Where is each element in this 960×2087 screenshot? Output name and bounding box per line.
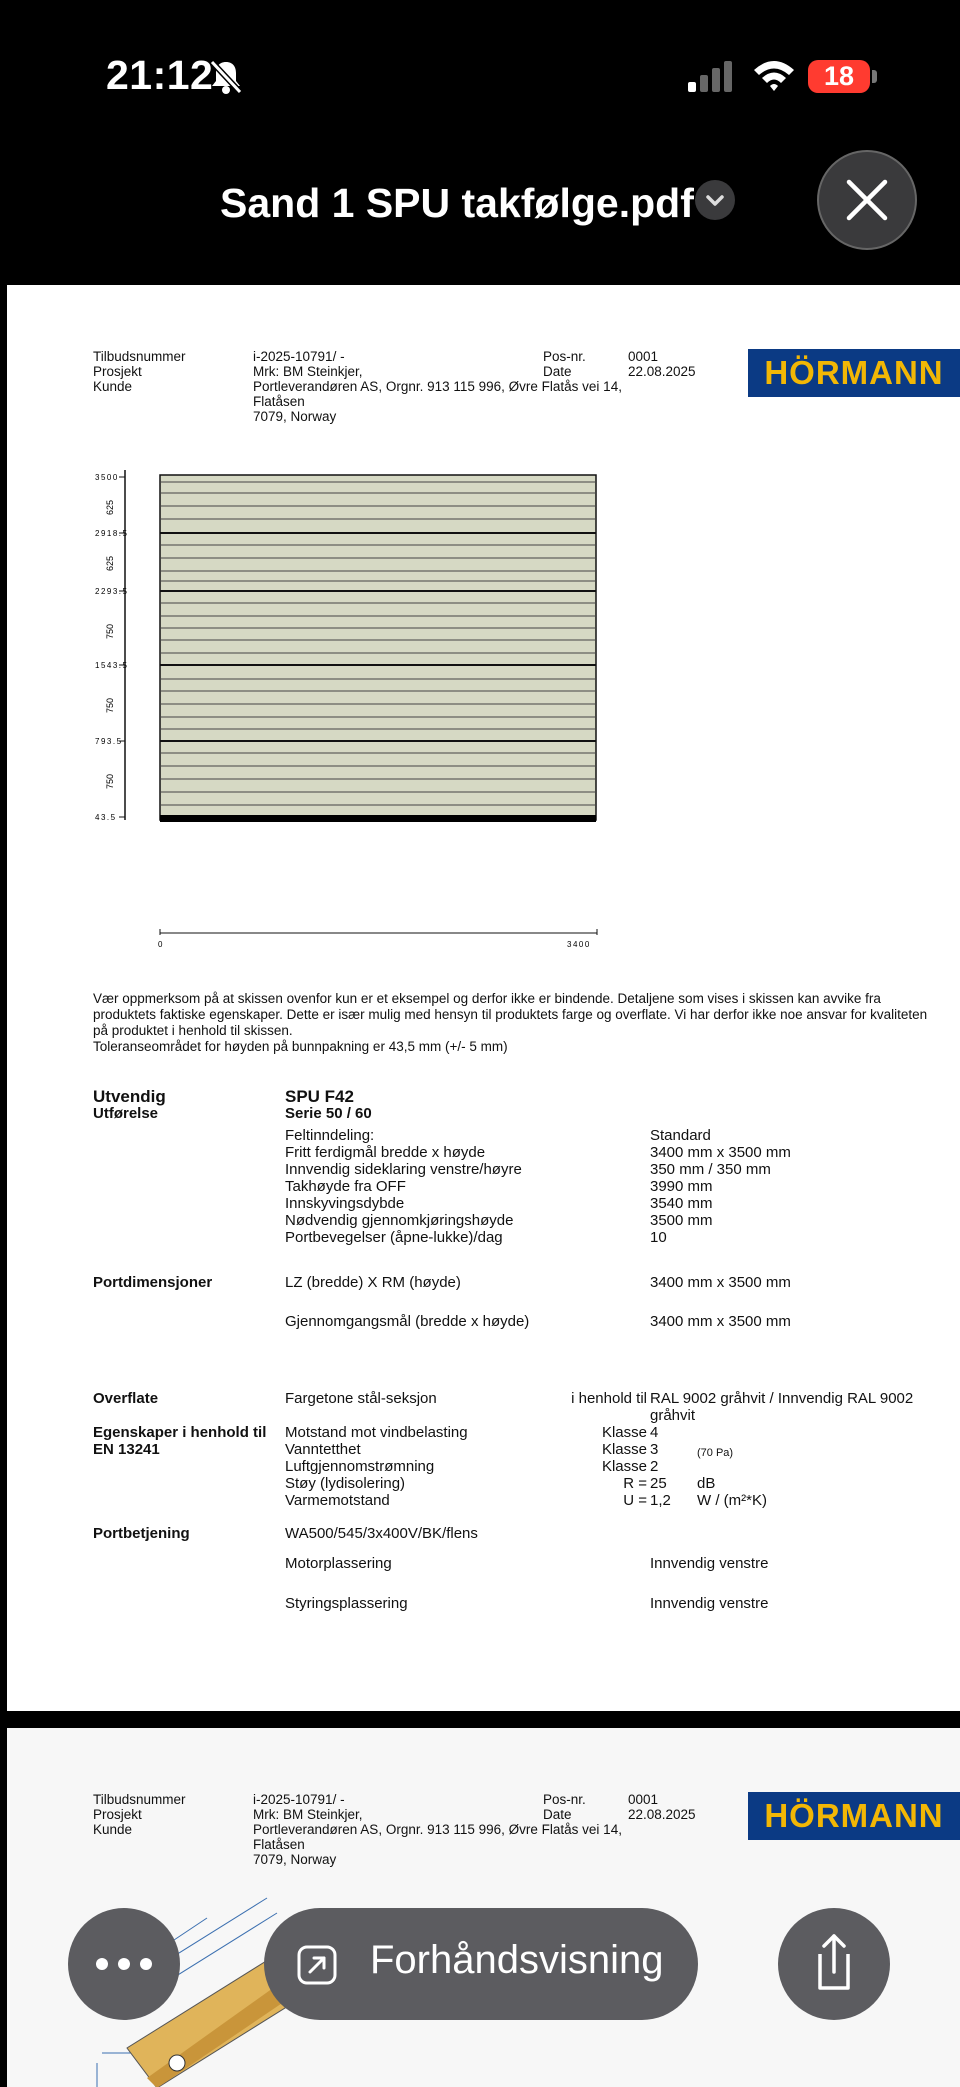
close-icon bbox=[819, 152, 915, 248]
header-label-prosjekt: Prosjekt bbox=[93, 364, 142, 379]
egenskap-value: 2 bbox=[650, 1458, 659, 1475]
overflate-ref: i henhold til bbox=[571, 1390, 647, 1407]
header-value-pos: 0001 bbox=[628, 1792, 659, 1807]
more-options-button[interactable] bbox=[68, 1908, 180, 2020]
header-label-tilbudsnummer: Tilbudsnummer bbox=[93, 349, 186, 364]
utvendig-label: Utvendig bbox=[93, 1087, 166, 1106]
battery-level: 18 bbox=[808, 60, 870, 93]
section-label-5: 750 bbox=[105, 773, 115, 789]
y-label-43: 43.5 bbox=[95, 813, 117, 822]
document-title-bar bbox=[0, 150, 960, 280]
egenskap-value: 3 bbox=[650, 1441, 659, 1458]
header-label-prosjekt: Prosjekt bbox=[93, 1807, 142, 1822]
section-label-4: 750 bbox=[105, 697, 115, 713]
serie-value: Serie 50 / 60 bbox=[285, 1105, 372, 1122]
tolerance-text: Toleranseområdet for høyden på bunnpakning er 43,5 mm (+/- 5 mm) bbox=[93, 1039, 508, 1054]
header-value-tilbudsnummer: i-2025-10791/ - bbox=[253, 1792, 345, 1807]
logo-text: HÖRMANN bbox=[764, 354, 944, 391]
spec-value: 3540 mm bbox=[650, 1195, 713, 1212]
egenskap-label: Luftgjennomstrømning bbox=[285, 1458, 435, 1475]
header-value-pos: 0001 bbox=[628, 349, 659, 364]
header-value-prosjekt: Mrk: BM Steinkjer, bbox=[253, 364, 363, 379]
share-button[interactable] bbox=[778, 1908, 890, 2020]
y-label-2293: 2293.5 bbox=[95, 587, 129, 596]
spec-value: 3400 mm x 3500 mm bbox=[650, 1144, 791, 1161]
bell-muted-icon bbox=[208, 58, 244, 96]
overflate-value-2: gråhvit bbox=[650, 1407, 696, 1424]
spec-value: 350 mm / 350 mm bbox=[650, 1161, 771, 1178]
y-label-1543: 1543.5 bbox=[95, 661, 129, 670]
header-value-kunde-2: 7079, Norway bbox=[253, 409, 337, 424]
egenskap-unit-db: dB bbox=[697, 1475, 716, 1492]
y-label-3500: 3500 bbox=[95, 473, 119, 482]
egenskap-unit-pa: (70 Pa) bbox=[697, 1447, 734, 1459]
spec-label: Innskyvingsdybde bbox=[285, 1195, 405, 1212]
chevron-down-icon bbox=[695, 180, 735, 220]
styring-value: Innvendig venstre bbox=[650, 1595, 769, 1612]
section-label-1: 625 bbox=[105, 499, 115, 515]
portdimensjoner-label: Portdimensjoner bbox=[93, 1274, 213, 1291]
egenskap-value: 1,2 bbox=[650, 1492, 671, 1509]
header-value-kunde: Portleverandøren AS, Orgnr. 913 115 996, Øvre Flatås vei 14, Flatåsen bbox=[253, 379, 622, 409]
spec-value: 3500 mm bbox=[650, 1212, 713, 1229]
spec-labels bbox=[285, 1127, 522, 1246]
open-external-icon bbox=[296, 1944, 338, 1986]
header-label-date: Date bbox=[543, 364, 572, 379]
egenskaper-label-2: EN 13241 bbox=[93, 1441, 160, 1458]
width-dimension bbox=[157, 925, 607, 955]
motorplassering-label: Motorplassering bbox=[285, 1555, 392, 1572]
section-label-3: 750 bbox=[105, 623, 115, 639]
spec-label: Takhøyde fra OFF bbox=[285, 1178, 406, 1195]
header-label-kunde: Kunde bbox=[93, 379, 133, 394]
overflate-label: Overflate bbox=[93, 1390, 159, 1407]
egenskap-value: 25 bbox=[650, 1475, 667, 1492]
overflate-text: Fargetone stål-seksjon bbox=[285, 1390, 437, 1407]
spec-label: Fritt ferdigmål bredde x høyde bbox=[285, 1144, 486, 1161]
close-button[interactable] bbox=[817, 150, 917, 250]
wifi-icon bbox=[752, 58, 796, 92]
bottom-seal bbox=[160, 815, 596, 822]
ellipsis-icon bbox=[68, 1908, 180, 2020]
spec-label: Innvendig sideklaring venstre/høyre bbox=[285, 1161, 522, 1178]
header-value-date: 22.08.2025 bbox=[628, 364, 696, 379]
logo-text: HÖRMANN bbox=[764, 1797, 944, 1834]
egenskap-unit-u: W / (m²*K) bbox=[697, 1492, 767, 1509]
x-label-start: 0 bbox=[158, 940, 163, 949]
egenskap-key: Klasse bbox=[601, 1424, 647, 1441]
egenskap-label: Motstand mot vindbelasting bbox=[285, 1424, 468, 1441]
spec-label: Nødvendig gjennomkjøringshøyde bbox=[285, 1212, 514, 1229]
portdim-label-2: Gjennomgangsmål (bredde x høyde) bbox=[285, 1313, 530, 1330]
motorplassering-value: Innvendig venstre bbox=[650, 1555, 769, 1572]
header-label-date: Date bbox=[543, 1807, 572, 1822]
spec-value: 3990 mm bbox=[650, 1178, 713, 1195]
styring-label: Styringsplassering bbox=[285, 1595, 408, 1612]
disclaimer-text: Vær oppmerksom på at skissen ovenfor kun er et eksempel og derfor ikke er bindende. Detaljene som vises i skissen kan avvike fra produktets faktiske egenskaper. Dette er især mulig med hensyn til produktets farge og overflate. Vi har derfor ikke noe ansvar for kvaliteten på produktet i henhold til skissen. bbox=[93, 991, 928, 1038]
portbetjening-label: Portbetjening bbox=[93, 1525, 190, 1542]
hormann-logo bbox=[748, 1792, 960, 1840]
status-bar bbox=[0, 0, 960, 150]
cellular-signal-icon bbox=[686, 60, 736, 94]
clock: 21:12 bbox=[106, 52, 214, 98]
motor-value: WA500/545/3x400V/BK/flens bbox=[285, 1525, 478, 1542]
header-label-pos: Pos-nr. bbox=[543, 1792, 586, 1807]
egenskaper-labels bbox=[285, 1424, 468, 1509]
header-label-kunde: Kunde bbox=[93, 1822, 133, 1837]
header-value-kunde-2: 7079, Norway bbox=[253, 1852, 337, 1867]
model-value: SPU F42 bbox=[285, 1087, 354, 1106]
section-label-2: 625 bbox=[105, 555, 115, 571]
header-value-tilbudsnummer: i-2025-10791/ - bbox=[253, 349, 345, 364]
header-label-pos: Pos-nr. bbox=[543, 349, 586, 364]
title-menu-button[interactable] bbox=[695, 180, 735, 220]
y-label-793: 793.5 bbox=[95, 737, 123, 746]
utforelse-label: Utførelse bbox=[93, 1105, 159, 1122]
portdim-value-1: 3400 mm x 3500 mm bbox=[650, 1274, 791, 1291]
egenskap-key: Klasse bbox=[601, 1441, 647, 1458]
header-value-kunde: Portleverandøren AS, Orgnr. 913 115 996, Øvre Flatås vei 14, Flatåsen bbox=[253, 1822, 622, 1852]
header-value-date: 22.08.2025 bbox=[628, 1807, 696, 1822]
battery-tip bbox=[872, 70, 877, 83]
egenskap-key: Klasse bbox=[601, 1458, 647, 1475]
door-drawing bbox=[87, 435, 607, 835]
spec-value: 10 bbox=[650, 1229, 667, 1246]
hormann-logo bbox=[748, 349, 960, 397]
y-label-2918: 2918.5 bbox=[95, 529, 129, 538]
egenskap-key: R = bbox=[623, 1475, 647, 1492]
egenskaper-keys bbox=[567, 1424, 647, 1509]
egenskap-label: Støy (lydisolering) bbox=[285, 1475, 406, 1492]
overflate-value-1: RAL 9002 gråhvit / Innvendig RAL 9002 bbox=[650, 1390, 914, 1407]
egenskap-key: U = bbox=[623, 1492, 647, 1509]
egenskap-label: Varmemotstand bbox=[285, 1492, 390, 1509]
door-panel bbox=[160, 475, 596, 820]
portdim-label-1: LZ (bredde) X RM (høyde) bbox=[285, 1274, 461, 1291]
header-value-prosjekt: Mrk: BM Steinkjer, bbox=[253, 1807, 363, 1822]
pdf-page-1 bbox=[7, 285, 960, 1711]
spec-values bbox=[650, 1127, 791, 1246]
disclaimer-note bbox=[93, 991, 943, 1055]
spec-value: Standard bbox=[650, 1127, 711, 1144]
egenskaper-label-1: Egenskaper i henhold til bbox=[93, 1424, 267, 1441]
egenskap-value: 4 bbox=[650, 1424, 659, 1441]
spec-label: Feltinndeling: bbox=[285, 1127, 375, 1144]
header-label-tilbudsnummer: Tilbudsnummer bbox=[93, 1792, 186, 1807]
spec-label: Portbevegelser (åpne-lukke)/dag bbox=[285, 1229, 503, 1246]
preview-label: Forhåndsvisning bbox=[370, 1938, 664, 1982]
preview-button[interactable] bbox=[264, 1908, 698, 2020]
document-title[interactable]: Sand 1 SPU takfølge.pdf bbox=[220, 180, 694, 226]
egenskap-label: Vanntetthet bbox=[285, 1441, 361, 1458]
x-label-end: 3400 bbox=[567, 940, 591, 949]
share-icon bbox=[778, 1908, 890, 2020]
egenskaper-values bbox=[650, 1424, 671, 1509]
portdim-value-2: 3400 mm x 3500 mm bbox=[650, 1313, 791, 1330]
